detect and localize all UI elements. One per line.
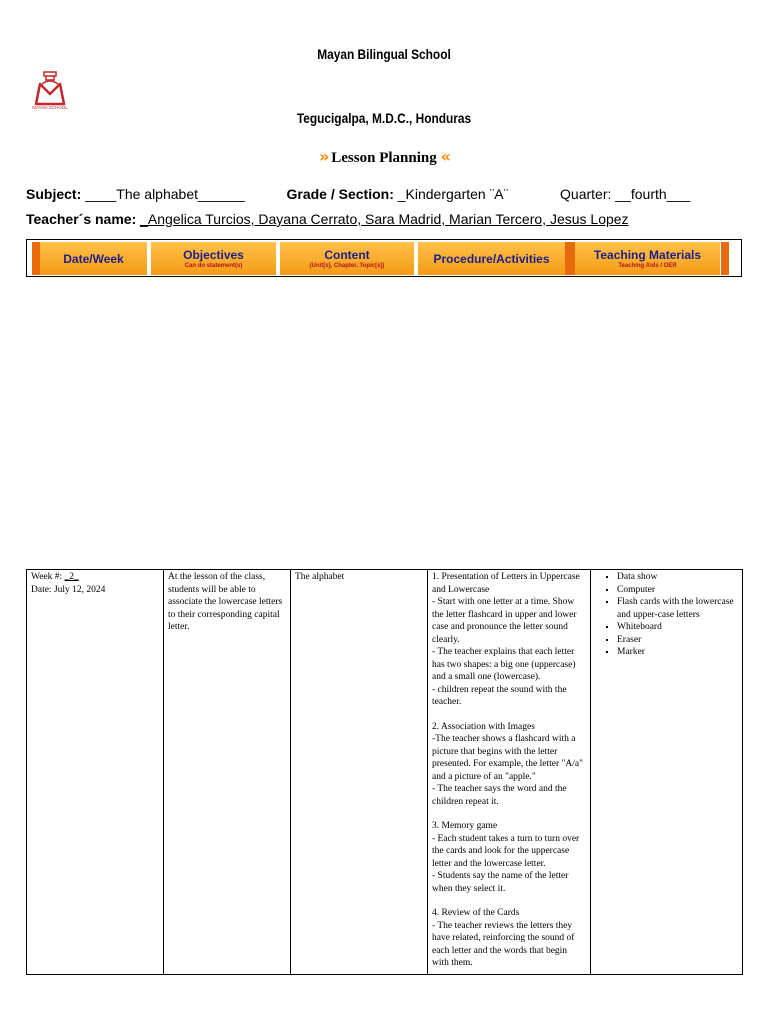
column-header-bar — [26, 239, 742, 277]
week-cell — [27, 570, 164, 975]
week-value: _2_ — [64, 572, 79, 582]
page-title-text: Lesson Planning — [331, 150, 437, 166]
column-header-procedure: Procedure/Activities — [418, 242, 565, 275]
grade-value: _Kindergarten ¨A¨ — [397, 186, 509, 202]
content-cell — [291, 570, 428, 975]
list-item: ▪ Marker — [617, 646, 738, 659]
teacher-line — [26, 211, 629, 227]
date-text: Date: July 12, 2024 — [31, 584, 106, 595]
week-label: Week #: — [31, 572, 63, 582]
lesson-plan-table — [26, 569, 743, 975]
subject-line — [26, 186, 690, 202]
procedure-cell — [428, 570, 591, 975]
objective-text: At the lesson of the class, students will be able to associate the lowercase letters to their corresponding capital letter. — [168, 572, 283, 632]
subject-label: Subject: — [26, 186, 82, 202]
materials-cell — [591, 570, 743, 975]
grade-label: Grade / Section: — [286, 186, 394, 202]
procedure-step: 3. Memory game - Each student takes a turn to turn over the cards and look for the uppercase letter and the lowercase letter. - Students say the name of the letter when they select it. — [432, 821, 580, 894]
quarter-value: __fourth___ — [615, 186, 691, 202]
logo-text: MAYAN SCHOOL — [32, 105, 68, 110]
column-header-objectives: Objectives Can do statement(s) — [151, 242, 276, 275]
column-header-content: Content (Unit[s], Chapter, Topic[s]) — [280, 242, 414, 275]
list-item: ▪ Flash cards with the lowercase and upper-case letters — [617, 596, 738, 621]
school-name: Mayan Bilingual School — [317, 46, 451, 62]
page-title — [0, 147, 768, 167]
list-item: ▪ Computer — [617, 584, 738, 597]
objective-cell — [164, 570, 291, 975]
column-header-materials: Teaching Materials Teaching Aids / OER — [575, 242, 720, 275]
procedure-step: 1. Presentation of Letters in Uppercase and Lowercase - Start with one letter at a time. Show the letter flashcard in upper and lower case and pronounce the letter sound clearly. - The teacher explains that each letter has two shapes: a big one (uppercase) and a small one (lowercase). - children repeat the sound with the teacher. — [432, 572, 580, 707]
subject-value: ____The alphabet______ — [85, 186, 245, 202]
table-row — [27, 570, 743, 975]
procedure-step: 4. Review of the Cards - The teacher reviews the letters they have related, reinforcing the sound of each letter and the words that begin with them. — [432, 908, 575, 968]
list-item: ▪ Eraser — [617, 634, 738, 647]
column-header-date: Date/Week — [40, 242, 147, 275]
chevron-left-icon: « — [440, 147, 449, 166]
teacher-label: Teacher´s name: — [26, 211, 137, 227]
teacher-value: _Angelica Turcios, Dayana Cerrato, Sara Madrid, Marian Tercero, Jesus Lopez — [140, 211, 629, 227]
school-city: Tegucigalpa, M.D.C., Honduras — [296, 110, 472, 126]
chevron-right-icon: » — [319, 147, 328, 166]
quarter-label: Quarter: — [560, 186, 612, 202]
materials-list — [595, 571, 738, 659]
list-item: ▪ Data show — [617, 571, 738, 584]
school-logo — [30, 68, 70, 110]
list-item: ▪ Whiteboard — [617, 621, 738, 634]
procedure-step: 2. Association with Images -The teacher shows a flashcard with a picture that begins with the letter presented. For example, the letter "A/a" and a picture of an "apple." - The teacher says the word and the children repeat it. — [432, 721, 583, 807]
content-text: The alphabet — [295, 572, 345, 582]
